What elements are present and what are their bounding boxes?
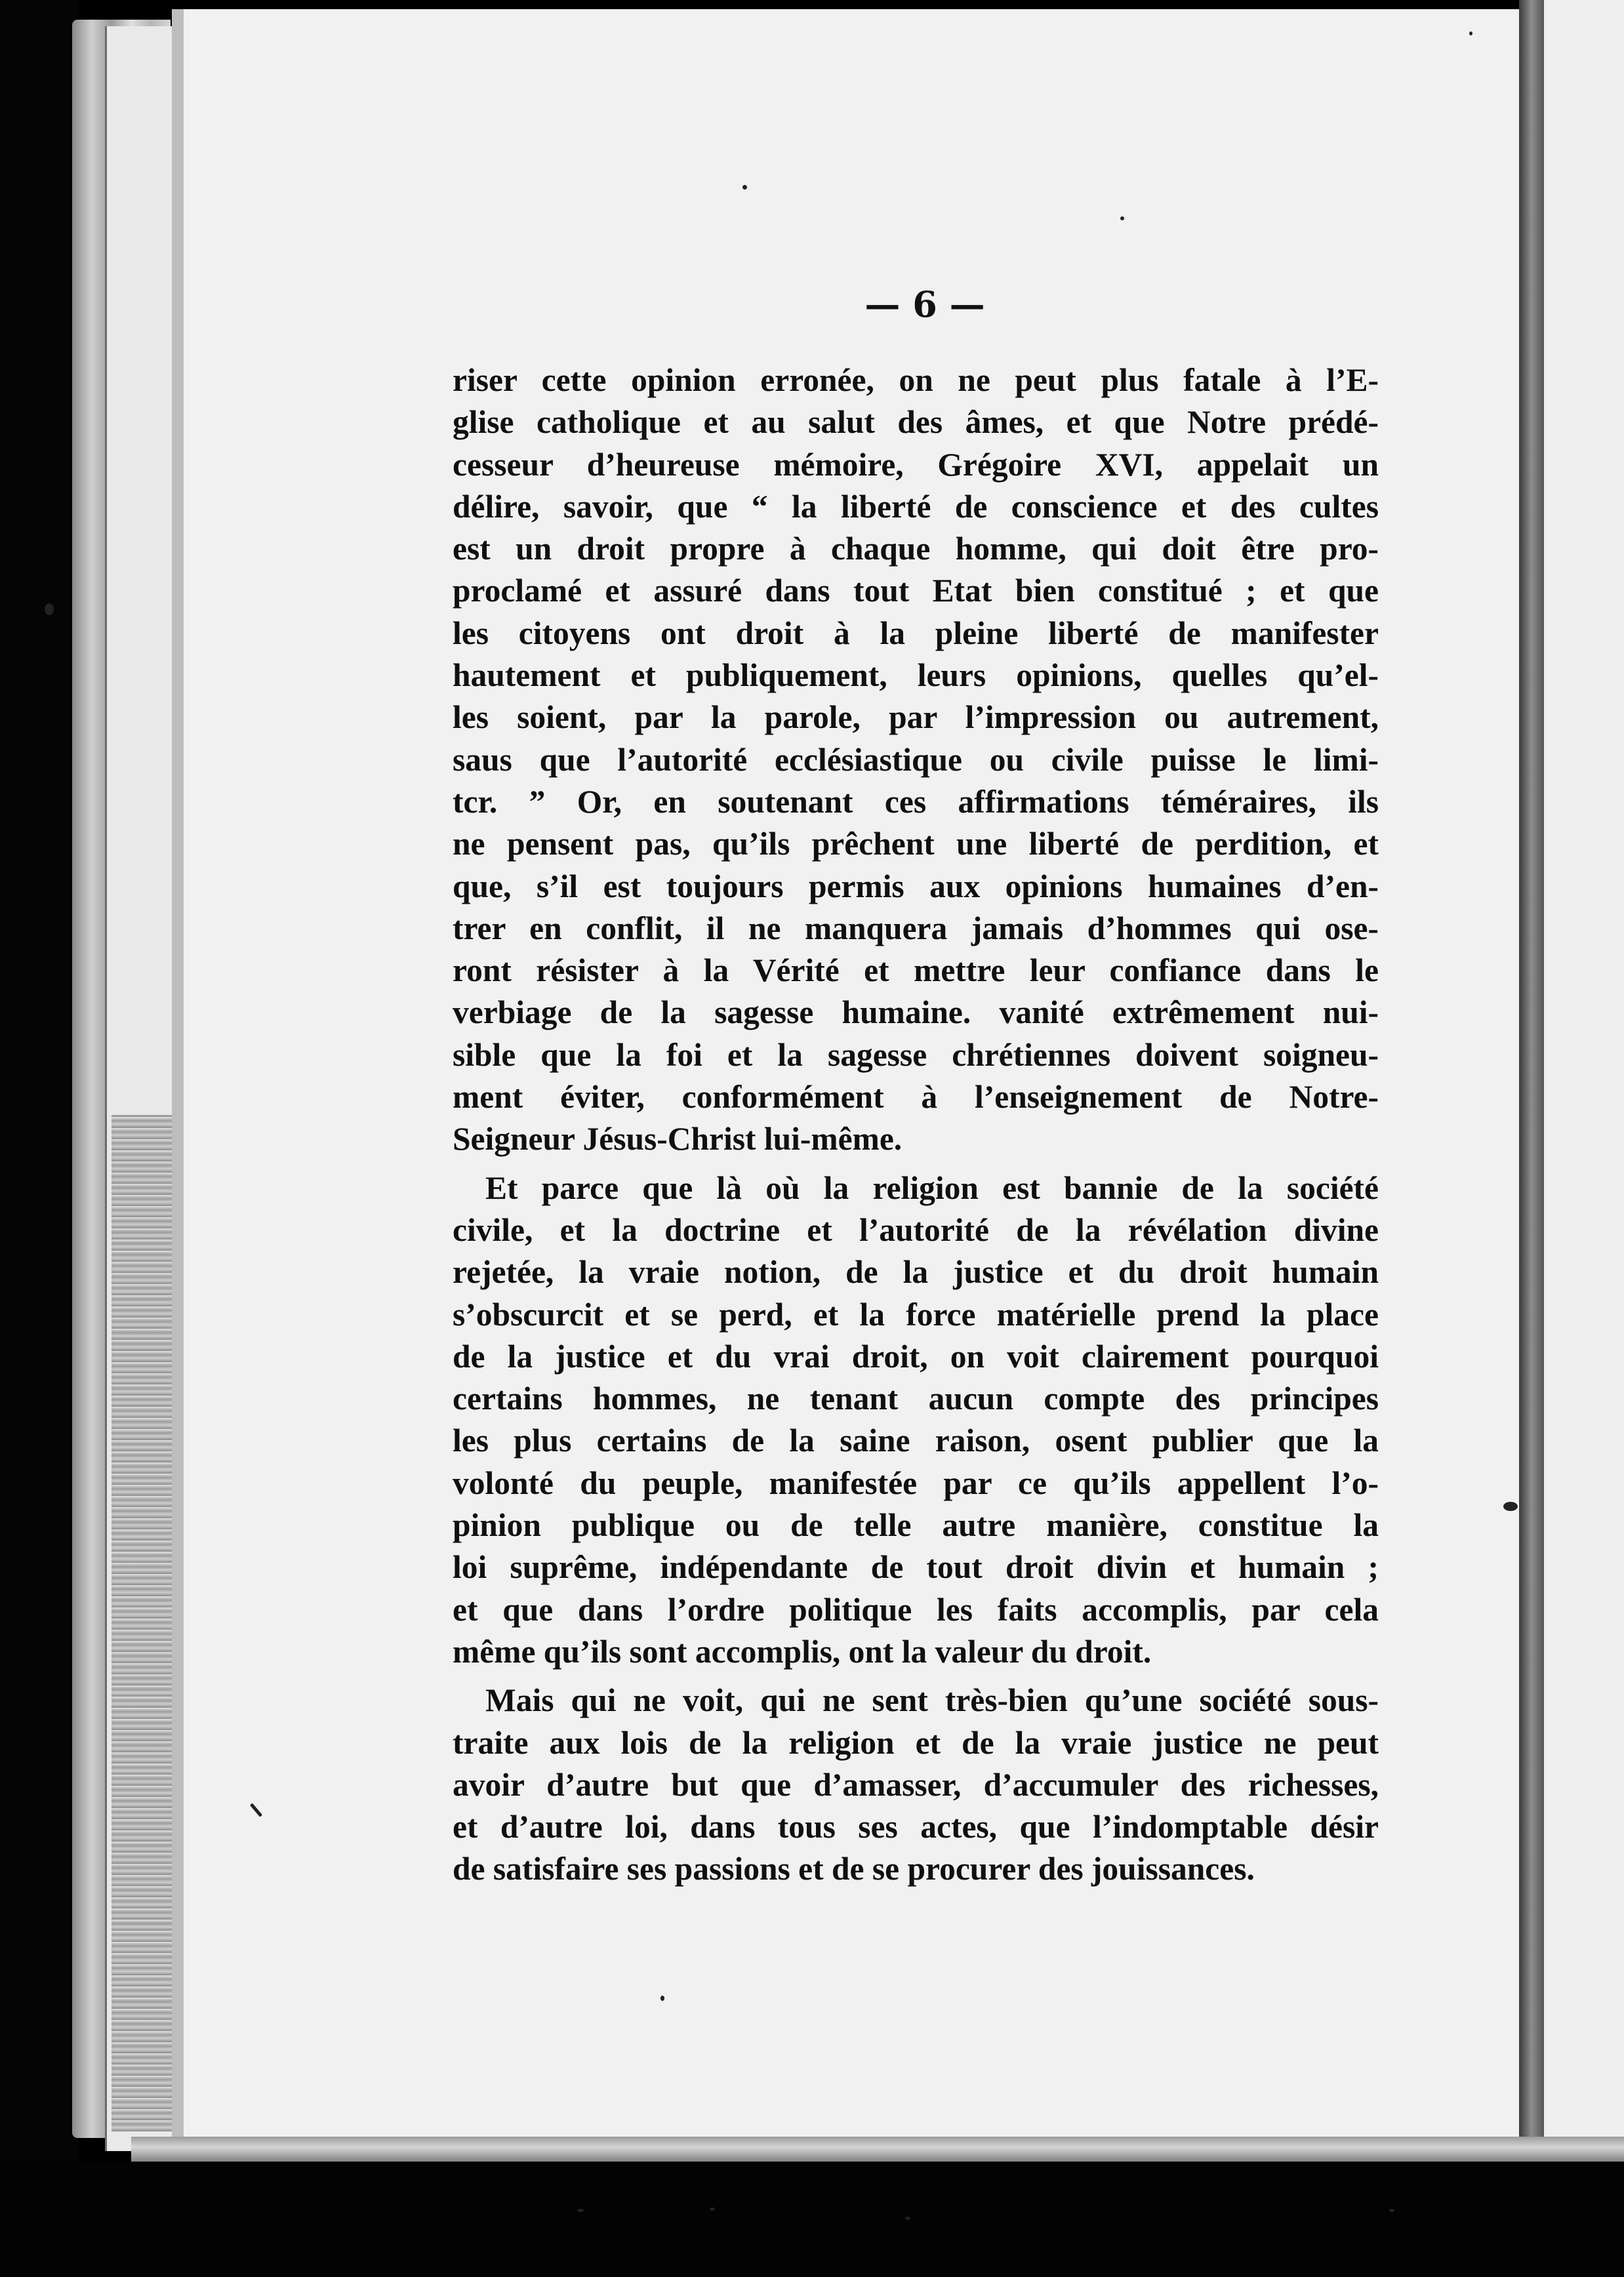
text-line: trer en conflit, il ne manquera jamais d’hommes qui ose- [453,910,1379,946]
text-line: Seigneur Jésus-Christ lui-même. [453,1121,903,1158]
page-bottom-edge [131,2137,1624,2163]
text-line: les soient, par la parole, par l’impression ou autrement, [453,699,1379,736]
text-line: les plus certains de la saine raison, osent publier que la [453,1422,1379,1459]
text-line: saus que l’autorité ecclésiastique ou civile puisse le limi- [453,741,1379,778]
text-line: ment éviter, conformément à l’enseignement de Notre- [453,1079,1379,1116]
text-line: cesseur d’heureuse mémoire, Grégoire XVI, appelait un [453,446,1379,483]
text-line: certains hommes, ne tenant aucun compte des principes [453,1380,1379,1417]
body-text [453,359,1379,1891]
bottom-black-margin [0,2162,1624,2277]
text-line: délire, savoir, que “ la liberté de conscience et des cultes [453,488,1379,525]
text-line: riser cette opinion erronée, on ne peut plus fatale à l’E- [453,362,1379,398]
text-line: et que dans l’ordre politique les faits accomplis, par cela [453,1591,1379,1628]
text-line: pinion publique ou de telle autre manière, constitue la [453,1507,1379,1544]
paragraph-1 [453,359,1379,1161]
text-line: verbiage de la sagesse humaine. vanité extrêmement nui- [453,994,1379,1031]
next-page-edge [1544,0,1624,2164]
text-line: loi suprême, indépendante de tout droit divin et humain ; [453,1549,1379,1586]
text-line: Mais qui ne voit, qui ne sent très-bien qu’une société sous- [485,1682,1379,1719]
text-line: volonté du peuple, manifestée par ce qu’ils appellent l’o- [453,1464,1379,1501]
page-gutter-shadow [1519,0,1544,2158]
text-line: et d’autre loi, dans tous ses actes, que l’indomptable désir [453,1809,1379,1845]
text-line: ne pensent pas, qu’ils prêchent une liberté de perdition, et [453,826,1379,862]
paragraph-gap [453,1161,1379,1167]
text-line: traite aux lois de la religion et de la vraie justice ne peut [453,1724,1379,1761]
text-line: tcr. ” Or, en soutenant ces affirmations téméraires, ils [453,783,1379,820]
paragraph-3 [453,1680,1379,1890]
paragraph-gap [453,1673,1379,1680]
page-number: — 6 — [864,283,985,325]
text-line: s’obscurcit et se perd, et la force matérielle prend la place [453,1296,1379,1333]
text-line: hautement et publiquement, leurs opinions, quelles qu’el- [453,657,1379,694]
text-line: même qu’ils sont accomplis, ont la valeur du droit. [453,1633,1152,1670]
paragraph-2 [453,1167,1379,1674]
text-line: de la justice et du vrai droit, on voit clairement pourquoi [453,1338,1379,1375]
text-line: que, s’il est toujours permis aux opinions humaines d’en- [453,868,1379,904]
text-line: est un droit propre à chaque homme, qui doit être pro- [453,531,1379,567]
text-line: civile, et la doctrine et l’autorité de la révélation divine [453,1211,1379,1248]
text-line: ront résister à la Vérité et mettre leur confiance dans le [453,952,1379,989]
text-line: de satisfaire ses passions et de se procurer des jouissances. [453,1851,1255,1887]
text-line: Et parce que là où la religion est bannie de la société [485,1169,1379,1206]
left-black-margin [0,0,79,2277]
text-line: proclamé et assuré dans tout Etat bien constitué ; et que [453,573,1379,609]
text-line: sible que la foi et la sagesse chrétiennes doivent soigneu- [453,1036,1379,1073]
text-line: avoir d’autre but que d’amasser, d’accumuler des richesses, [453,1766,1379,1803]
text-line: glise catholique et au salut des âmes, et que Notre prédé- [453,404,1379,441]
text-line: les citoyens ont droit à la pleine liberté de manifester [453,615,1379,651]
text-line: rejetée, la vraie notion, de la justice et du droit humain [453,1254,1379,1291]
